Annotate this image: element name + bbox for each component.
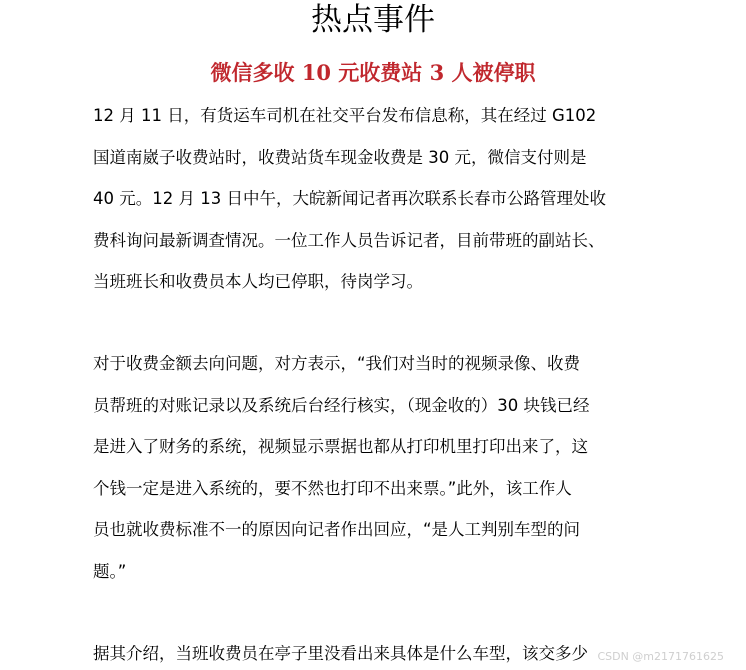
paragraph-3	[93, 633, 659, 670]
document-subtitle: 微信多收 10 元收费站 3 人被停职	[210, 60, 536, 85]
paragraph-line: 对于收费金额去向问题，对方表示，“我们对当时的视频录像、收费	[93, 354, 581, 373]
paragraph-line: 40 元。12 月 13 日中午，大皖新闻记者再次联系长春市公路管理处收	[93, 189, 606, 208]
paragraph-line: 国道南崴子收费站时，收费站货车现金收费是 30 元，微信支付则是	[93, 147, 587, 167]
paragraph-line: 12 月 11 日，有货运车司机在社交平台发布信息称，其在经过 G102	[93, 106, 597, 125]
paragraph-line: 个钱一定是进入系统的，要不然也打印不出来票。”此外，该工作人	[93, 478, 572, 498]
paragraph-line: 当班班长和收费员本人均已停职，待岗学习。	[93, 272, 423, 291]
csdn-watermark: CSDN @m2171761625	[597, 650, 724, 663]
paragraph-2	[93, 343, 659, 592]
paragraph-line: 员也就收费标准不一的原因向记者作出回应，“是人工判别车型的问	[93, 520, 581, 539]
paragraph-line: 费科询问最新调查情况。一位工作人员告诉记者，目前带班的副站长、	[93, 230, 605, 250]
paragraph-line: 是进入了财务的系统，视频显示票据也都从打印机里打印出来了，这	[93, 437, 588, 456]
document-title: 热点事件	[311, 2, 435, 38]
paragraph-line: 题。”	[93, 561, 127, 581]
paragraph-line: 员帮班的对账记录以及系统后台经行核实，（现金收的）30 块钱已经	[93, 395, 590, 415]
paragraph-line: 据其介绍，当班收费员在亭子里没看出来具体是什么车型，该交多少	[93, 644, 588, 663]
paragraph-1	[93, 95, 659, 303]
